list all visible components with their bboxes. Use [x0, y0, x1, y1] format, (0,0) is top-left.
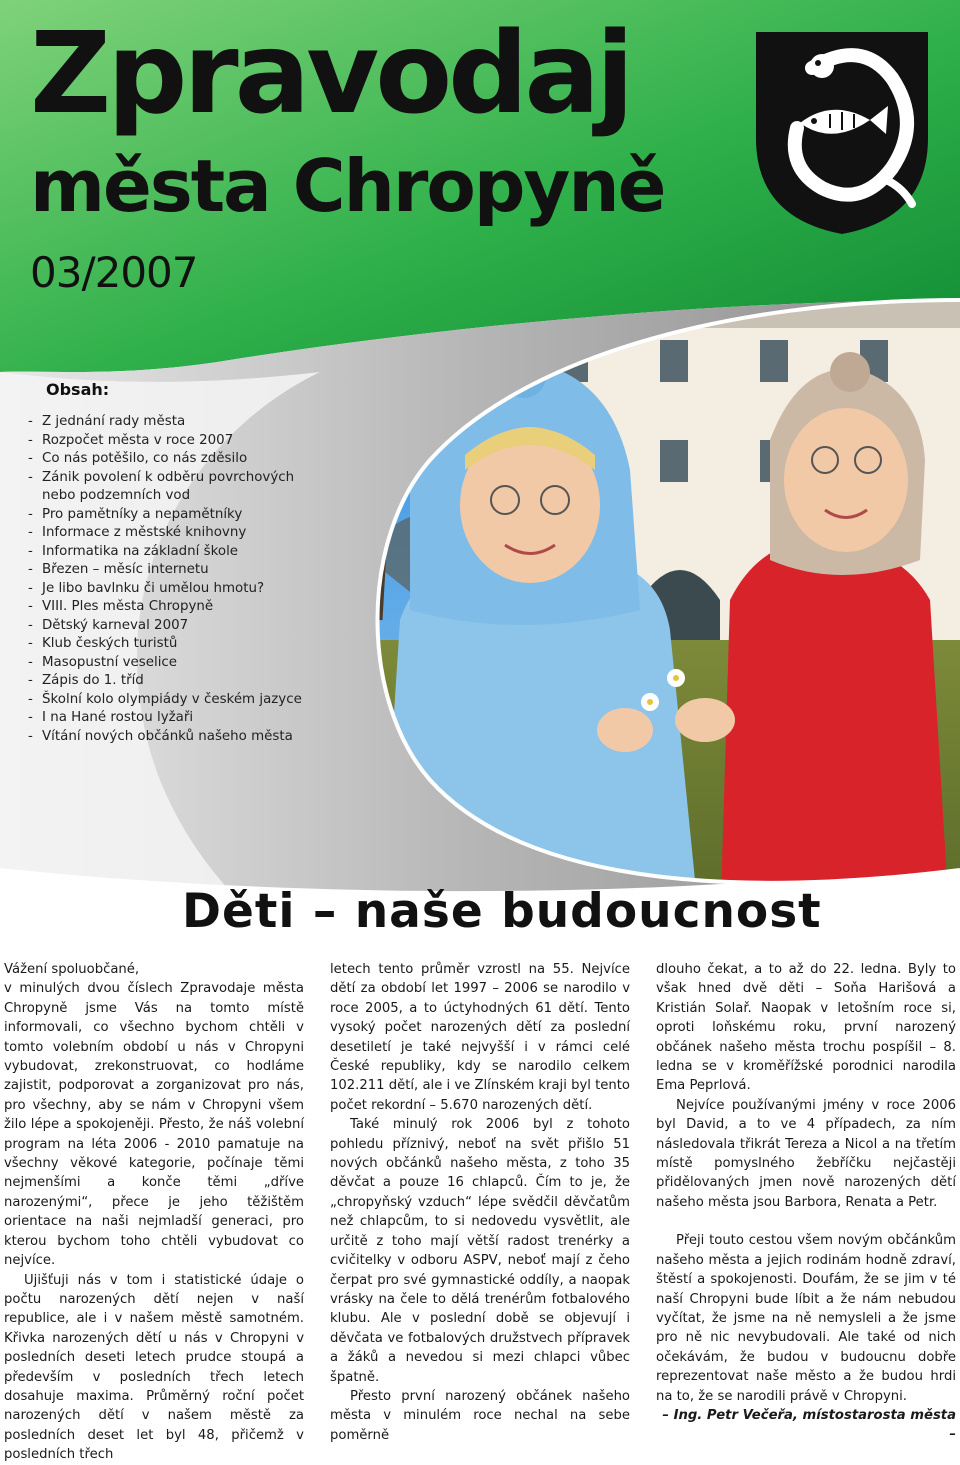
article-paragraph: Přeji touto cestou všem novým občánkům našeho města a jejich rodinám hodně zdraví, štěstí a spokojenosti. Doufám, že se jim v té naší Chropyni bude líbit a že nám nebudou vyčítat, že jsme na ně nemysleli a že jsme pro ně nic nevybudovali. Ale také od nich očekávám, že budou v budoucnu dobře reprezentovat naše město a že budou hrdi na to, že se narodili právě v Chropyni. [656, 1233, 956, 1404]
otter-with-fish-coat-of-arms-icon [752, 28, 932, 238]
toc-item: - Pro pamětníky a nepamětníky [28, 506, 358, 525]
article-paragraph: Ujišťuji nás v tom i statistické údaje o počtu narozených dětí nejen v naší republice, ale i v našem městě samotném. Křivka narozených dětí u nás v Chropyni v posledních deseti letech prudce stoupá a především v posledních třech letech dosahuje maxima. Průměrný roční počet narozených dětí v našem městě za posledních deset let byl 48, přičemž v posledních třech [4, 1272, 304, 1463]
toc-item: - Klub českých turistů [28, 635, 358, 654]
toc-item: nebo podzemních vod [42, 488, 191, 503]
article-signature: – Ing. Petr Večeřa, místostarosta města – [662, 1407, 956, 1443]
article-headline: Děti – naše budoucnost [182, 884, 822, 939]
toc-heading: Obsah: [46, 380, 110, 399]
issue-number: 03/2007 [30, 248, 198, 297]
toc-item: - Informace z městské knihovny [28, 524, 358, 543]
toc-item: - Březen – měsíc internetu [28, 561, 358, 580]
article-column-3 [656, 960, 956, 1445]
toc-item: - Zánik povolení k odběru povrchových [28, 469, 358, 488]
masthead-subtitle: města Chropyně [30, 144, 665, 228]
toc-item: - Z jednání rady města [28, 413, 358, 432]
toc-item: - Rozpočet města v roce 2007 [28, 432, 358, 451]
toc-item: - Zápis do 1. tříd [28, 672, 358, 691]
article-body [0, 960, 960, 1463]
article-column-2 [330, 960, 630, 1445]
article-paragraph: Přesto první narozený občánek našeho města v minulém roce nechal na sebe poměrně [330, 1388, 630, 1443]
article-paragraph: letech tento průměr vzrostl na 55. Nejvíce dětí za období let 1997 – 2006 se narodilo v roce 2005, a to úctyhodných 61 dětí. Tento vysoký počet narozených dětí za poslední desetiletí je také nejvyšší i v rámci celé České republiky, kdy se narodilo celkem 102.211 dětí, ale i ve Zlínském kraji byl tento počet rekordní – 5.670 narozených dětí. [330, 962, 630, 1113]
toc-item: - I na Hané rostou lyžaři [28, 709, 358, 728]
article-paragraph: dlouho čekat, a to až do 22. ledna. Byly to však hned dvě děti – Soňa Harišová a Kristián Solař. Naopak v letošním roce si, oproti loňskému roku, první narozený občánek našeho města trochu pospíšil – 8. ledna se v kroměřížské porodnici narodila Ema Peprlová. [656, 962, 956, 1094]
article-paragraph: v minulých dvou číslech Zpravodaje města Chropyně jsme Vás na tomto místě informovali, co všechno bychom chtěli v tomto volebním období u nás v Chropyni vybudovat, zrekonstruovat, co hodláme zajistit, podporovat a zorganizovat pro nás, pro všechny, aby se nám v Chropyni všem žilo lépe a spokojeněji. Přesto, že náš volební program na léta 2006 - 2010 pamatuje na všechny věkové kategorie, počínaje těmi nejmenšími a konče těmi „dříve narozenými“, přece je jeho těžištěm orientace na naši nejmladší generaci, pro kterou bychom toho chtěli vybudovat co nejvíce. [4, 981, 304, 1269]
article-paragraph: Nejvíce používanými jmény v roce 2006 byl David, a to ve 4 případech, za ním následovala třikrát Tereza a Nicol a na třetím místě pomyslného žebříčku nejčastěji přidělovaných jmen nově narozených dětí našeho města jsou Barbora, Renata a Petr. [656, 1097, 956, 1210]
toc-list [28, 413, 358, 746]
article-column-1 [4, 960, 304, 1465]
toc-item: - Masopustní veselice [28, 654, 358, 673]
toc-item: - Školní kolo olympiády v českém jazyce [28, 691, 358, 710]
toc-item: - Dětský karneval 2007 [28, 617, 358, 636]
toc-item: - Je libo bavlnku či umělou hmotu? [28, 580, 358, 599]
toc-item: - Co nás potěšilo, co nás zděsilo [28, 450, 358, 469]
article-paragraph: Také minulý rok 2006 byl z tohoto pohledu příznivý, neboť na svět přišlo 51 nových občánků našeho města, z toho 35 děvčat a pouze 16 chlapců. Čím to je, že „chropyňský vzduch“ lépe svědčil děvčatům než chlapcům, to si nedovedu vysvětlit, ale určitě z toho mají větší radost trenérky a cvičitelky v odboru ASPV, neboť mají z čeho čerpat pro své gymnastické oddíly, a naopak vrásky na čele to dělá trenérům fotbalového klubu. Ale v poslední době se objevují i děvčata ve fotbalových družstvech přípravek a žáků a nevedou si mezi chlapci vůbec špatně. [330, 1117, 630, 1385]
toc-item: - Vítání nových občánků našeho města [28, 728, 358, 747]
table-of-contents [28, 380, 358, 746]
toc-item: - Informatika na základní škole [28, 543, 358, 562]
toc-item: - VIII. Ples města Chropyně [28, 598, 358, 617]
masthead-title: Zpravodaj [30, 9, 631, 139]
article-greeting: Vážení spoluobčané, [4, 962, 140, 977]
